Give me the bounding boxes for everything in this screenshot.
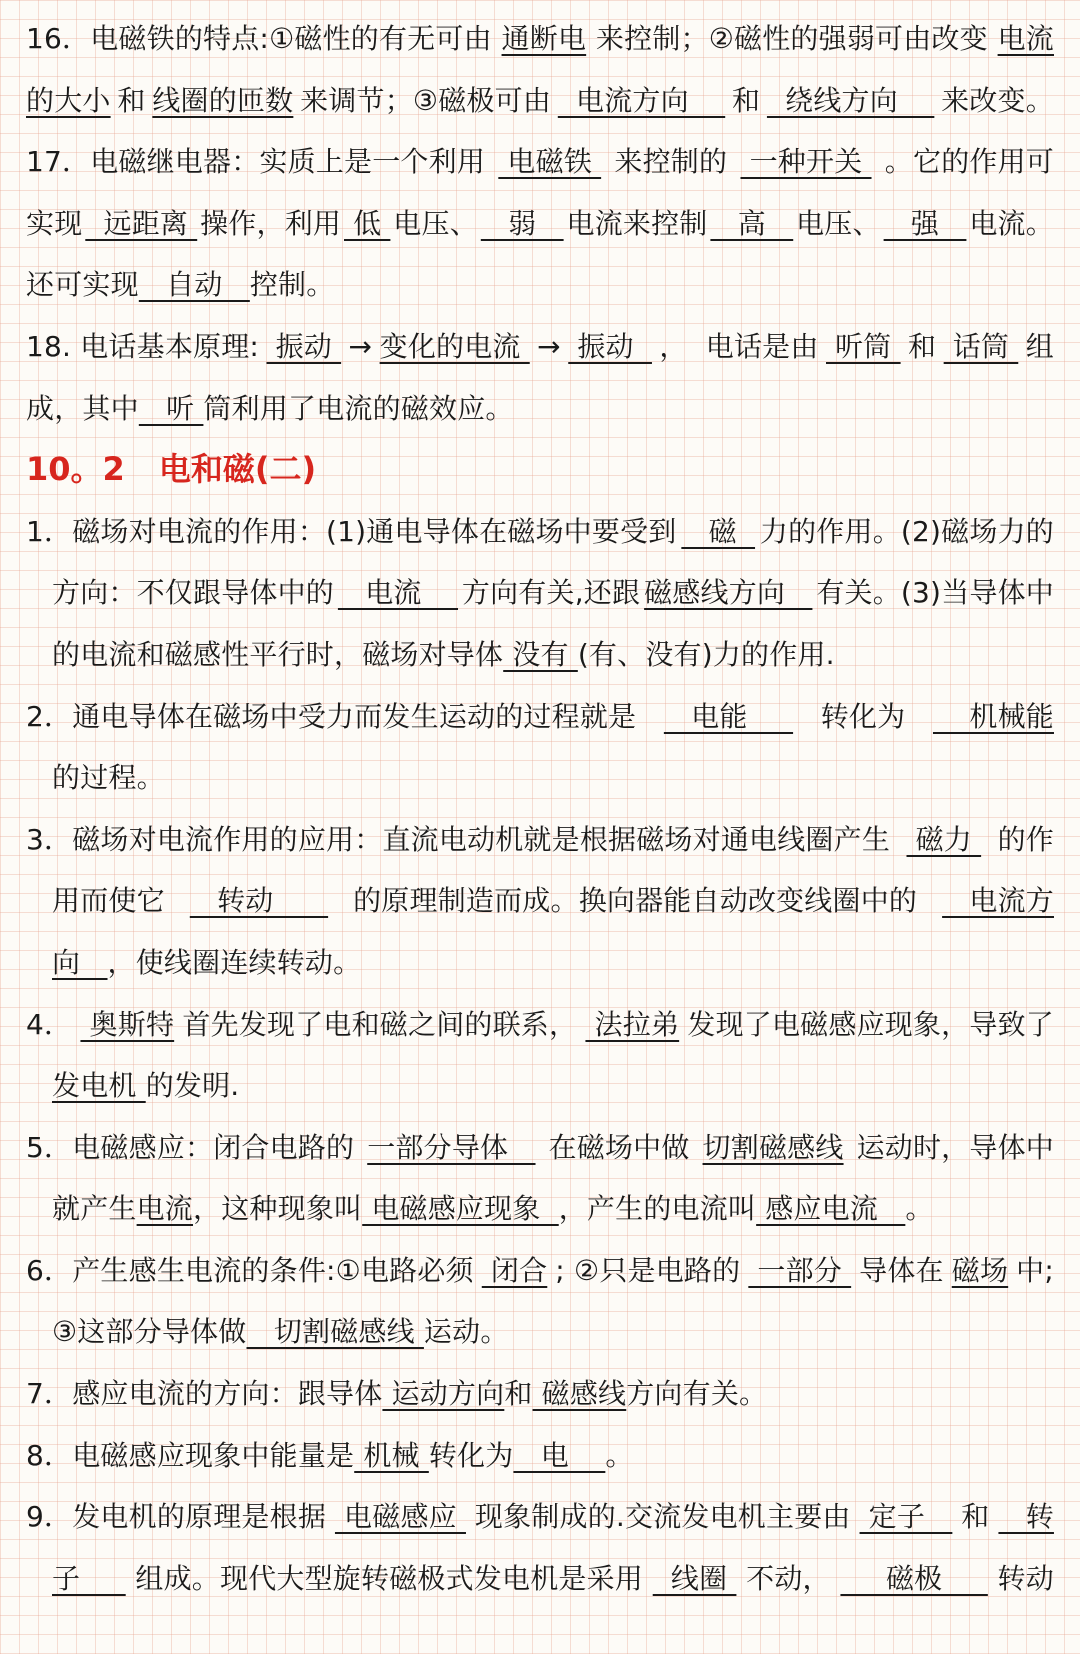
text-line <box>26 1425 1054 1487</box>
text-line <box>26 1301 1054 1363</box>
answer-blank: 电流方 <box>942 884 1054 918</box>
section-title <box>26 439 1054 501</box>
answer-blank: 听筒 <box>826 329 901 363</box>
text-segment: 操作，利用 <box>200 206 342 240</box>
text-segment: 和 <box>117 83 146 117</box>
text-line <box>26 1055 1054 1117</box>
answer-blank: 磁感线 <box>532 1377 627 1411</box>
text-segment: 在磁场中做 <box>548 1130 690 1164</box>
text-segment: (有、没有)力的作用. <box>577 637 835 671</box>
answer-blank: 绕线方向 <box>766 83 935 117</box>
answer-blank: 磁力 <box>906 822 982 856</box>
text-segment: 。 <box>905 1192 934 1226</box>
text-segment: ③这部分导体做 <box>52 1315 247 1349</box>
text-segment: → <box>348 329 373 363</box>
text-segment: 方向：不仅跟导体中的 <box>52 576 335 610</box>
text-line <box>26 1178 1054 1240</box>
text-segment: 方向有关。 <box>626 1377 768 1411</box>
text-line <box>26 624 1054 686</box>
answer-blank: 低 <box>344 206 391 240</box>
text-segment: 的过程。 <box>52 761 165 795</box>
text-segment: 6．产生感生电流的条件:①电路必须 <box>26 1253 474 1287</box>
text-segment: 转化为 <box>428 1438 514 1472</box>
text-segment: 9．发电机的原理是根据 <box>26 1500 327 1534</box>
text-line <box>26 1548 1054 1610</box>
text-segment: 和 <box>961 1500 990 1534</box>
answer-blank: 电流 <box>136 1192 194 1226</box>
answer-blank: 电流 <box>337 576 459 610</box>
answer-blank: 切割磁感线 <box>246 1315 424 1349</box>
text-line <box>26 870 1054 932</box>
text-segment: 。它的作用可 <box>884 145 1054 179</box>
text-segment: 中; <box>1016 1253 1054 1287</box>
text-line <box>26 1240 1054 1302</box>
answer-blank: 一部分导体 <box>367 1130 536 1164</box>
answer-blank: 电磁感应现象 <box>362 1192 559 1226</box>
text-line <box>26 1363 1054 1425</box>
text-segment: 来控制的 <box>614 145 728 179</box>
text-line <box>26 131 1054 193</box>
text-line <box>26 809 1054 871</box>
answer-blank: 闭合 <box>481 1253 548 1287</box>
answer-blank: 向 <box>52 945 108 979</box>
text-segment: 电流。 <box>969 206 1054 240</box>
answer-blank: 高 <box>710 206 794 240</box>
text-segment: 1．磁场对电流的作用：(1)通电导体在磁场中要受到 <box>26 514 677 548</box>
text-segment: 筒利用了电流的磁效应。 <box>203 391 514 425</box>
text-segment: ，产生的电流叫 <box>558 1192 757 1226</box>
text-line <box>26 501 1054 563</box>
text-segment: 8．电磁感应现象中能量是 <box>26 1438 355 1472</box>
text-line <box>26 193 1054 255</box>
answer-blank: 定子 <box>859 1500 953 1534</box>
answer-blank: 奥斯特 <box>80 1007 175 1041</box>
answer-blank: 远距离 <box>85 206 198 240</box>
answer-blank: 变化的电流 <box>379 329 530 363</box>
text-segment: 。 <box>605 1438 634 1472</box>
answer-blank: 电 <box>513 1438 606 1472</box>
text-segment: 和 <box>731 83 761 117</box>
text-segment: 组 <box>1025 329 1054 363</box>
text-segment: 电流来控制 <box>566 206 708 240</box>
text-segment: 18. 电话基本原理: <box>26 329 260 363</box>
answer-blank: 转 <box>998 1500 1054 1534</box>
text-segment: ; ②只是电路的 <box>555 1253 741 1287</box>
text-line <box>26 562 1054 624</box>
text-line <box>26 378 1054 440</box>
answer-blank: 法拉弟 <box>585 1007 680 1041</box>
text-segment: 就产生 <box>52 1192 137 1226</box>
text-segment: 3．磁场对电流作用的应用：直流电动机就是根据磁场对通电线圈产生 <box>26 822 891 856</box>
answer-blank: 电能 <box>663 699 794 733</box>
text-segment: 的发明. <box>145 1069 240 1103</box>
answer-blank: 子 <box>52 1561 126 1595</box>
text-segment: 转动 <box>997 1561 1054 1595</box>
answer-blank: 通断电 <box>501 22 587 55</box>
answer-blank: 磁 <box>681 514 756 548</box>
text-segment: 力的作用。(2)磁场力的 <box>759 514 1054 548</box>
text-segment: 4． <box>26 1007 73 1041</box>
answer-blank: 电磁感应 <box>334 1500 466 1534</box>
answer-blank: 听 <box>138 391 204 425</box>
text-line <box>26 994 1054 1056</box>
text-segment: 电压、 <box>796 206 881 240</box>
text-segment: 还可实现 <box>26 268 139 302</box>
answer-blank: 机械 <box>354 1438 429 1472</box>
answer-blank: 线圈的匝数 <box>152 83 294 117</box>
text-segment: ， 电话是由 <box>659 329 819 363</box>
text-line <box>26 316 1054 378</box>
answer-blank: 一种开关 <box>740 145 872 179</box>
text-segment: 的电流和磁感性平行时，磁场对导体 <box>52 637 504 671</box>
text-line <box>26 932 1054 994</box>
text-segment: 有关。(3)当导体中 <box>816 576 1054 610</box>
answer-blank: 磁极 <box>840 1561 988 1595</box>
text-segment: 现象制成的.交流发电机主要由 <box>474 1500 851 1534</box>
text-segment: 成，其中 <box>26 391 139 425</box>
answer-blank: 弱 <box>480 206 564 240</box>
text-segment: 转化为 <box>820 699 906 733</box>
text-segment: 16．电磁铁的特点:①磁性的有无可由 <box>26 22 492 55</box>
text-segment: 不动， <box>746 1561 831 1595</box>
answer-blank: 机械能 <box>932 699 1054 733</box>
text-segment: 和 <box>908 329 937 363</box>
text-segment: 运动。 <box>423 1315 509 1349</box>
text-line <box>26 686 1054 748</box>
answer-blank: 磁感线方向 <box>644 576 813 610</box>
text-segment: → <box>537 329 561 363</box>
text-segment: 电压、 <box>393 206 478 240</box>
text-segment: 首先发现了电和磁之间的联系， <box>182 1007 578 1041</box>
text-segment: 运动时，导体中 <box>856 1130 1054 1164</box>
answer-blank: 发电机 <box>52 1069 146 1103</box>
text-segment: 来改变。 <box>941 83 1054 117</box>
text-segment: 导体在 <box>859 1253 944 1287</box>
text-segment: ，使线圈连续转动。 <box>107 945 362 979</box>
text-segment: 和 <box>504 1377 533 1411</box>
answer-blank: 话筒 <box>943 329 1019 363</box>
text-segment: 方向有关,还跟 <box>461 576 641 610</box>
answer-blank: 电流 <box>997 22 1054 55</box>
text-segment: 17．电磁继电器：实质上是一个利用 <box>26 145 486 179</box>
text-line <box>26 747 1054 809</box>
answer-blank: 线圈 <box>652 1561 737 1595</box>
answer-blank: 切割磁感线 <box>702 1130 844 1164</box>
text-segment: 2．通电导体在磁场中受力而发生运动的过程就是 <box>26 699 637 733</box>
answer-blank: 运动方向 <box>382 1377 505 1411</box>
answer-blank: 没有 <box>503 637 578 671</box>
section-heading: 电和磁(二) <box>158 450 317 489</box>
answer-blank: 自动 <box>138 268 250 302</box>
answer-blank: 振动 <box>266 329 342 363</box>
text-segment: 的原理制造而成。换向器能自动改变线圈中的 <box>353 884 918 918</box>
text-segment: 实现 <box>26 206 83 240</box>
section-number: 10。2 <box>26 450 125 489</box>
answer-blank: 一部分 <box>748 1253 852 1287</box>
text-segment: 来调节；③磁极可由 <box>300 83 552 117</box>
text-segment: 发现了电磁感应现象，导致了 <box>687 1007 1054 1041</box>
text-segment: 组成。现代大型旋转磁极式发电机是采用 <box>135 1561 644 1595</box>
answer-blank: 振动 <box>568 329 652 363</box>
text-segment: 来控制；②磁性的强弱可由改变 <box>595 22 988 55</box>
text-segment: ，这种现象叫 <box>193 1192 363 1226</box>
text-line <box>26 8 1054 70</box>
text-line <box>26 254 1054 316</box>
answer-blank: 感应电流 <box>756 1192 906 1226</box>
answer-blank: 强 <box>883 206 967 240</box>
text-segment: 7．感应电流的方向：跟导体 <box>26 1377 383 1411</box>
text-line <box>26 1117 1054 1179</box>
answer-blank: 的大小 <box>26 83 111 117</box>
text-segment: 5．电磁感应：闭合电路的 <box>26 1130 355 1164</box>
answer-blank: 转动 <box>189 884 329 918</box>
text-line <box>26 70 1054 132</box>
text-segment: 控制。 <box>249 268 335 302</box>
answer-blank: 电流方向 <box>557 83 726 117</box>
answer-blank: 磁场 <box>951 1253 1009 1287</box>
answer-blank: 电磁铁 <box>498 145 602 179</box>
text-segment: 的作 <box>997 822 1054 856</box>
text-segment: 用而使它 <box>52 884 165 918</box>
text-line <box>26 1486 1054 1548</box>
